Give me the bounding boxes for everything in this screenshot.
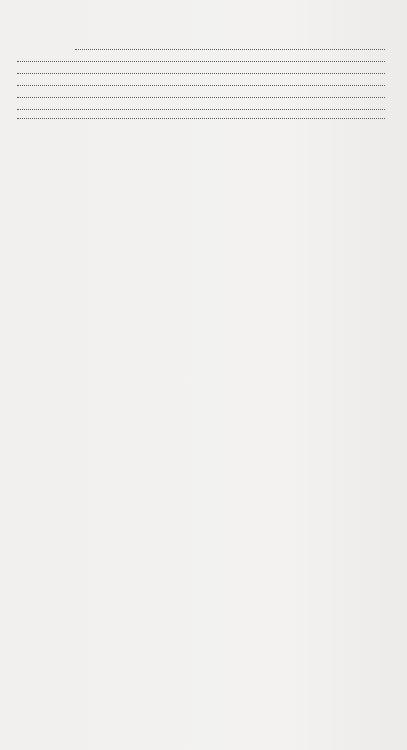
toc-entry-chast-1 xyxy=(15,117,387,122)
table-of-contents xyxy=(15,48,387,122)
dot-leader xyxy=(17,108,385,110)
dot-leader xyxy=(17,72,385,74)
dot-leader xyxy=(17,84,385,86)
dot-leader xyxy=(17,96,385,98)
dot-leader xyxy=(17,60,385,62)
dot-leader xyxy=(75,48,385,50)
dot-leader xyxy=(17,117,385,119)
